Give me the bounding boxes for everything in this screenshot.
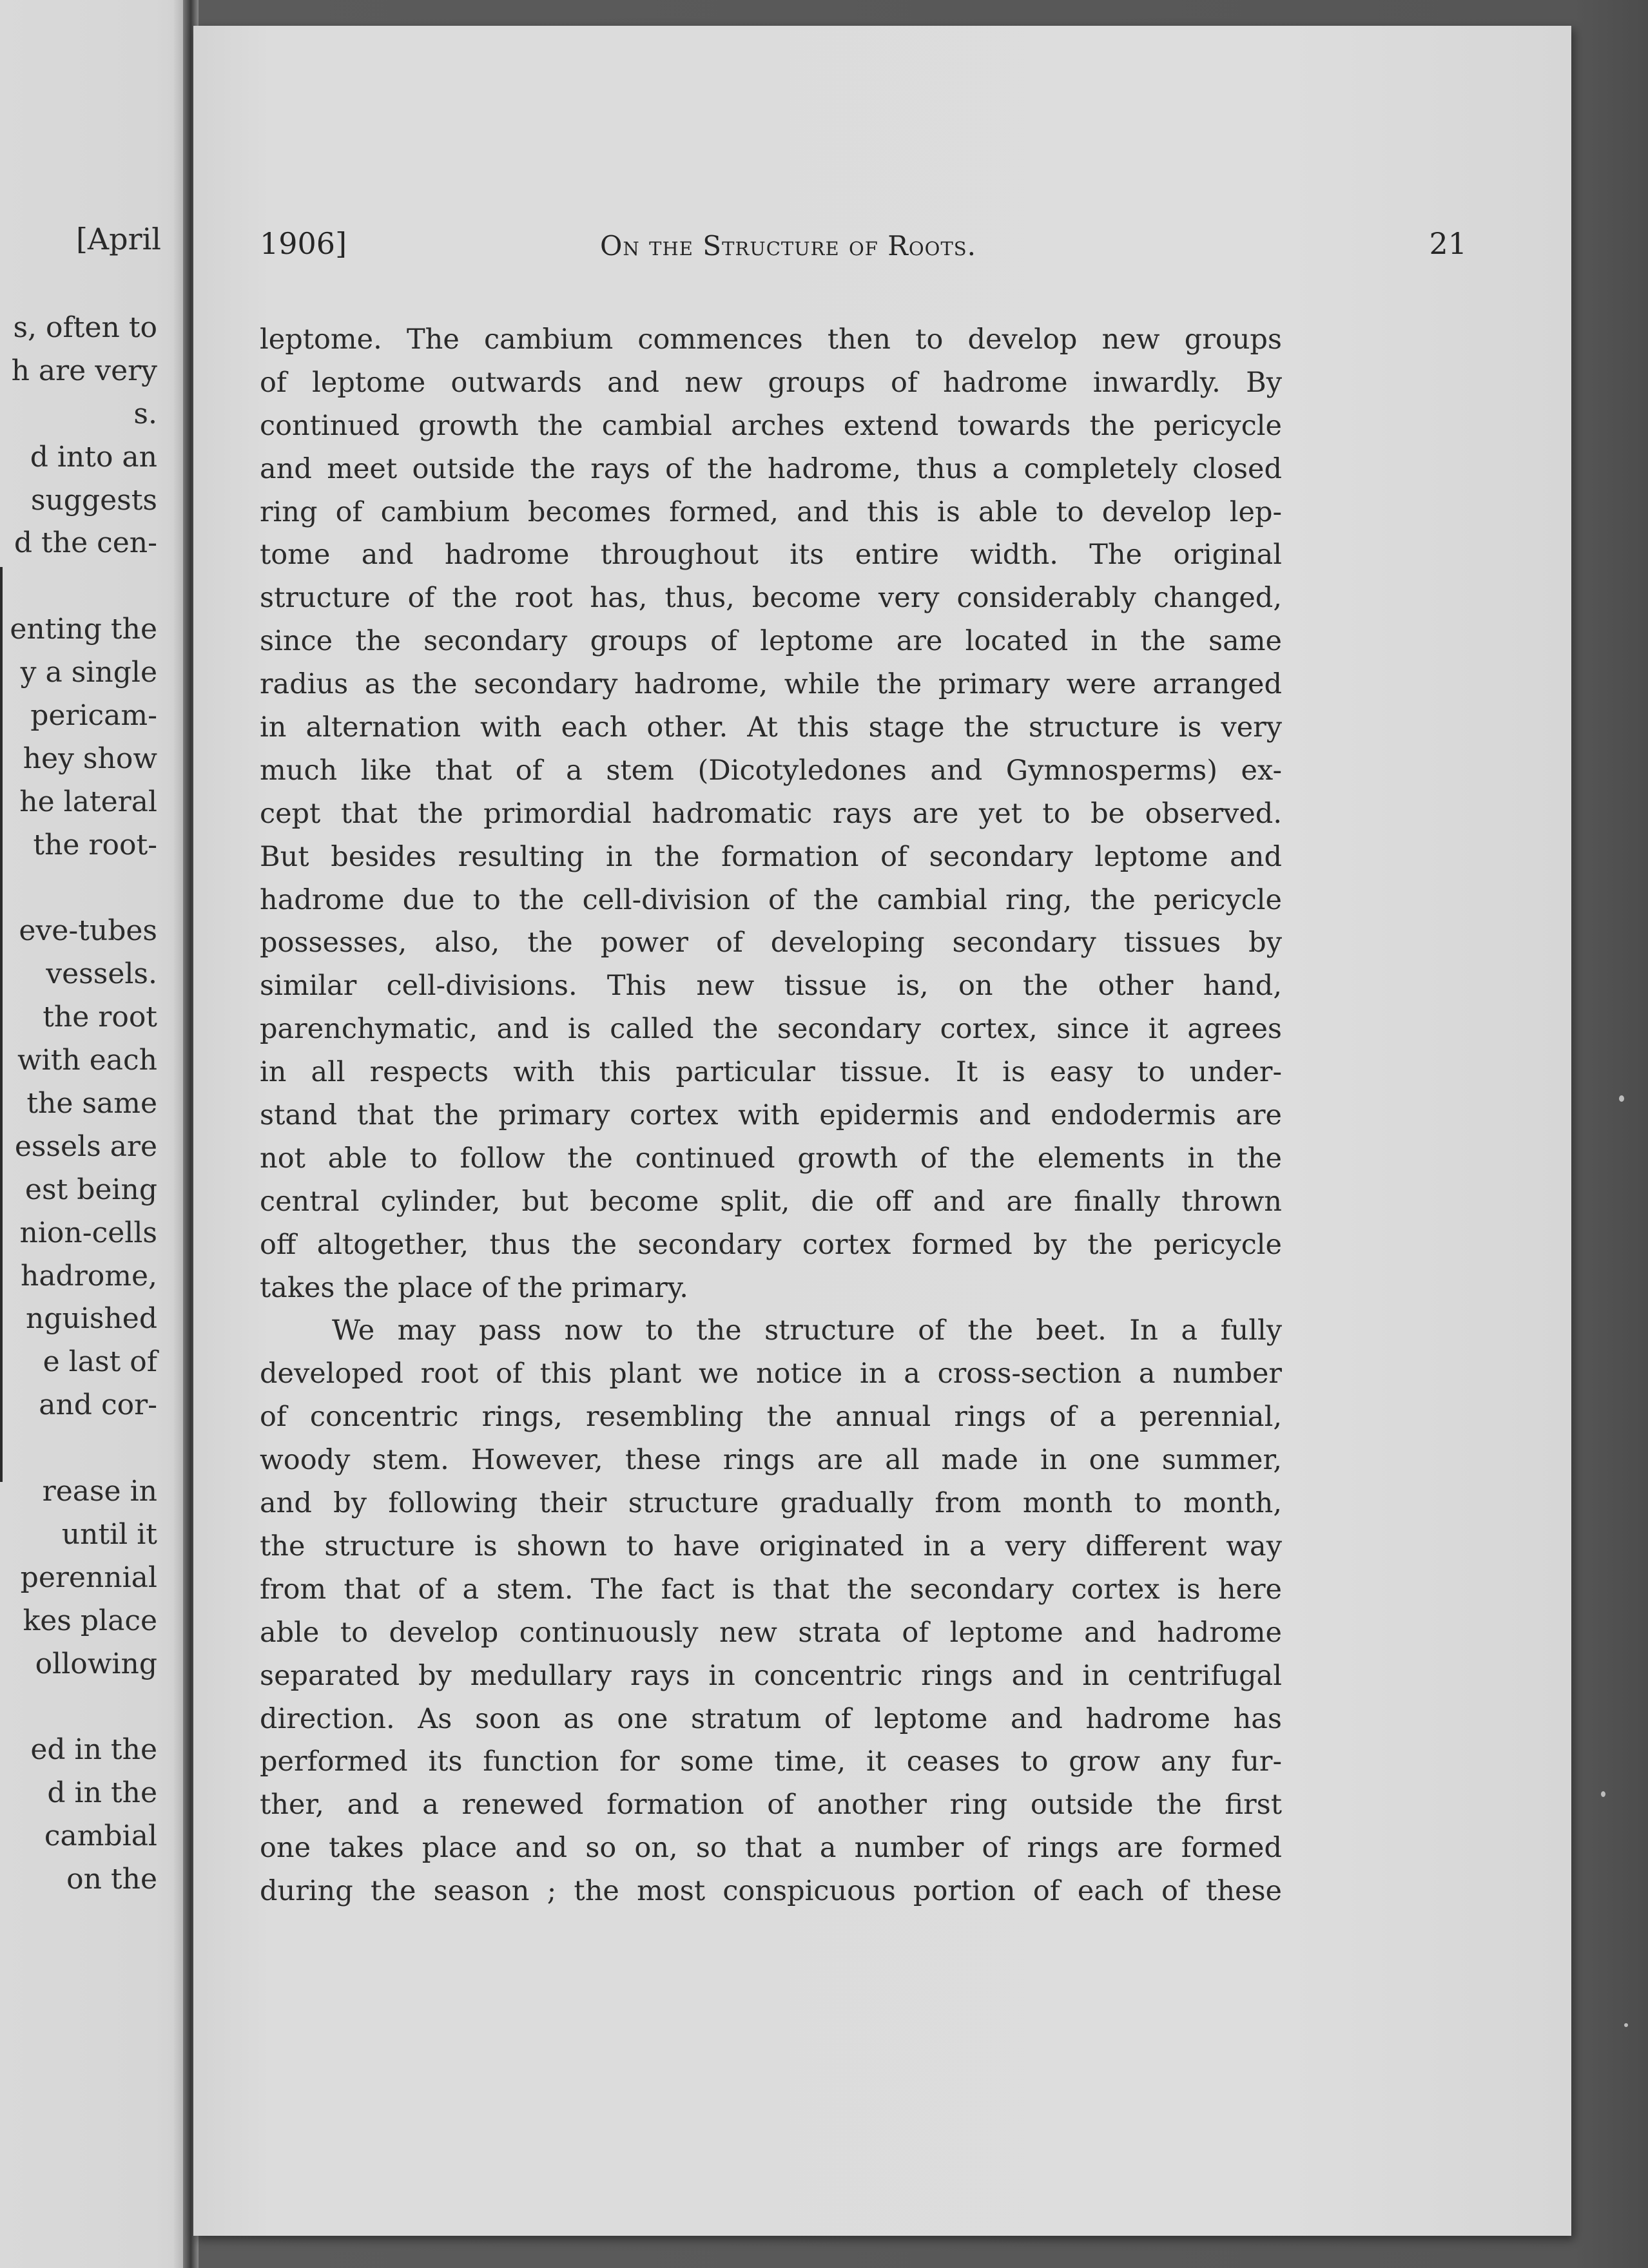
text-line: radius as the secondary hadrome, while the primary were arranged (260, 668, 1282, 701)
left-line: he lateral (19, 785, 157, 818)
text-line: much like that of a stem (Dicotyledones and Gymnosperms) ex- (260, 754, 1282, 787)
text-line: woody stem. However, these rings are all made in one summer, (260, 1444, 1282, 1477)
text-line: leptome. The cambium commences then to develop new groups (260, 323, 1282, 356)
running-head (260, 226, 1476, 265)
left-line: perennial (20, 1561, 157, 1594)
left-line: s, often to (13, 311, 157, 344)
text-line: off altogether, thus the secondary cortex formed by the pericycle (260, 1228, 1282, 1261)
left-line: h are very (11, 354, 157, 387)
left-line: and cor- (39, 1389, 157, 1422)
left-line: d in the (47, 1776, 157, 1810)
left-line: rease in (42, 1475, 157, 1508)
left-line: y a single (20, 656, 157, 689)
left-line (0, 565, 157, 608)
text-line: in alternation with each other. At this stage the structure is very (260, 711, 1282, 744)
left-line: eve-tubes (19, 914, 157, 948)
left-line (0, 1427, 157, 1470)
text-line: But besides resulting in the formation of secondary leptome and (260, 840, 1282, 873)
text-line: cept that the primordial hadromatic rays are yet to be observed. (260, 797, 1282, 830)
text-line: one takes place and so on, so that a number of rings are formed (260, 1832, 1282, 1865)
text-line: not able to follow the continued growth of the elements in the (260, 1142, 1282, 1175)
left-line: pericam- (30, 699, 157, 733)
text-line: separated by medullary rays in concentric rings and in centrifugal (260, 1659, 1282, 1692)
left-line (0, 867, 157, 910)
left-line: with each (17, 1044, 157, 1077)
left-line: d the cen- (14, 526, 157, 560)
left-line: s. (133, 397, 157, 430)
text-line: and by following their structure gradually from month to month, (260, 1487, 1282, 1520)
left-line: the root (43, 1001, 157, 1034)
left-line: the same (26, 1087, 157, 1120)
left-text-column (0, 307, 157, 1901)
text-line: able to develop continuously new strata of leptome and hadrome (260, 1616, 1282, 1649)
dust-speck (1624, 2023, 1628, 2027)
left-line: nion-cells (19, 1216, 157, 1249)
left-line (0, 1686, 157, 1729)
text-line: stand that the primary cortex with epidermis and endodermis are (260, 1099, 1282, 1132)
left-line: kes place (23, 1604, 157, 1637)
left-running-head: [April (75, 222, 161, 256)
left-line: vessels. (46, 957, 157, 991)
text-line: possesses, also, the power of developing secondary tissues by (260, 927, 1282, 959)
text-line: central cylinder, but become split, die off and are finally thrown (260, 1185, 1282, 1218)
dust-speck (1619, 1095, 1624, 1102)
left-line: est being (24, 1173, 157, 1206)
text-line: since the secondary groups of leptome are located in the same (260, 625, 1282, 658)
text-line: developed root of this plant we notice in a cross-section a number (260, 1358, 1282, 1390)
text-line: from that of a stem. The fact is that the secondary cortex is here (260, 1573, 1282, 1606)
text-line: performed its function for some time, it ceases to grow any fur- (260, 1745, 1282, 1778)
left-line: the root- (33, 828, 157, 861)
body-text (260, 318, 1282, 1913)
paragraph-end-line: takes the place of the primary. (260, 1271, 688, 1304)
text-line: similar cell-divisions. This new tissue is, on the other hand, (260, 970, 1282, 1003)
left-line: hey show (23, 742, 157, 775)
left-line: nguished (25, 1302, 157, 1336)
left-line: d into an (30, 440, 157, 474)
previous-page-fragment (0, 0, 188, 2268)
text-line: hadrome due to the cell-division of the cambial ring, the pericycle (260, 883, 1282, 916)
left-line: enting the (10, 613, 157, 646)
page-number: 21 (1429, 226, 1467, 261)
text-line: tome and hadrome throughout its entire width. The original (260, 539, 1282, 572)
paragraph-start-line: We may pass now to the structure of the beet. In a fully (332, 1314, 1282, 1347)
left-line: ed in the (30, 1733, 157, 1767)
text-line: ring of cambium becomes formed, and this is able to develop lep- (260, 495, 1282, 528)
text-line: ther, and a renewed formation of another ring outside the first (260, 1789, 1282, 1821)
text-line: direction. As soon as one stratum of leptome and hadrome has (260, 1702, 1282, 1735)
text-line: during the season ; the most conspicuous portion of each of these (260, 1875, 1282, 1908)
text-line: parenchymatic, and is called the secondary cortex, since it agrees (260, 1013, 1282, 1046)
text-line: of leptome outwards and new groups of hadrome inwardly. By (260, 366, 1282, 399)
left-line: e last of (43, 1345, 157, 1379)
left-line: hadrome, (20, 1259, 157, 1293)
left-line: cambial (44, 1820, 157, 1853)
left-line: on the (66, 1863, 157, 1896)
text-line: structure of the root has, thus, become very considerably changed, (260, 582, 1282, 615)
text-line: and meet outside the rays of the hadrome, thus a completely closed (260, 452, 1282, 485)
left-line: suggests (30, 483, 157, 517)
left-line: ollowing (35, 1647, 157, 1680)
dust-speck (1601, 1791, 1605, 1797)
page-21 (193, 26, 1571, 2236)
text-line: of concentric rings, resembling the annual rings of a perennial, (260, 1401, 1282, 1434)
running-head-title: On the Structure of Roots. (600, 230, 977, 262)
text-line: the structure is shown to have originated in a very different way (260, 1530, 1282, 1562)
text-line: continued growth the cambial arches extend towards the pericycle (260, 409, 1282, 442)
running-head-year: 1906] (260, 226, 347, 261)
left-line: until it (61, 1517, 157, 1551)
text-line: in all respects with this particular tissue. It is easy to under- (260, 1056, 1282, 1089)
left-line: essels are (14, 1129, 157, 1163)
